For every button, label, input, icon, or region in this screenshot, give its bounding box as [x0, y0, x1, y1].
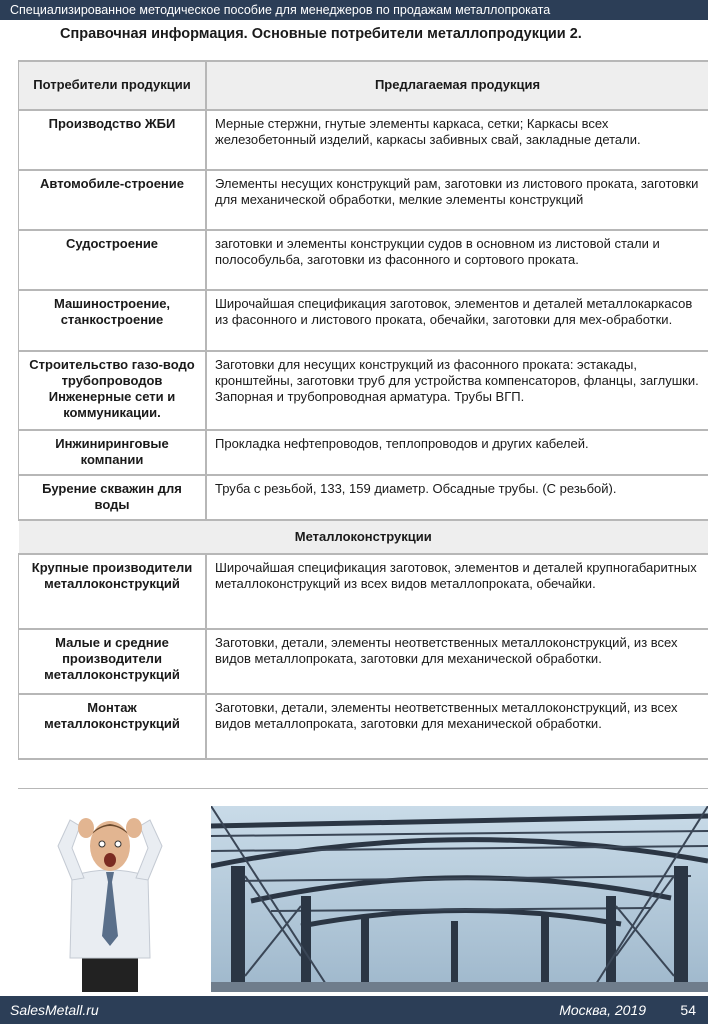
- consumer-cell: Машиностроение, станкостроение: [19, 290, 207, 351]
- table-row: [19, 170, 708, 230]
- consumer-cell: Крупные производители металлоконструкций: [19, 554, 207, 629]
- consumer-cell: Инжиниринговые компании: [19, 430, 207, 475]
- footer-city-year: Москва, 2019: [559, 1002, 646, 1018]
- consumers-table-wrap: [18, 60, 708, 760]
- table-row: [19, 629, 708, 694]
- products-cell: Заготовки, детали, элементы неответственных металлоконструкций, из всех видов металлопроката, заготовки для механической обработки.: [206, 694, 708, 759]
- table-row: [19, 430, 708, 475]
- consumer-cell: Производство ЖБИ: [19, 110, 207, 170]
- products-cell: Заготовки для несущих конструкций из фасонного проката: эстакады, кронштейны, заготовки труб для устройства компенсаторов, фланцы, заглушки. Запорная и трубопроводная арматура. Трубы ВГП.: [206, 351, 708, 430]
- table-row: [19, 110, 708, 170]
- section-row: [19, 520, 708, 554]
- footer-bar: [0, 996, 708, 1024]
- table-row: [19, 475, 708, 520]
- page-number: 54: [680, 1002, 696, 1018]
- consumer-cell: Строительство газо-водо трубопроводов Инженерные сети и коммуникации.: [19, 351, 207, 430]
- consumer-cell: Автомобиле-строение: [19, 170, 207, 230]
- table-header-row: [19, 61, 708, 110]
- table-row: [19, 290, 708, 351]
- mouth: [104, 853, 116, 867]
- floor: [211, 982, 708, 992]
- products-cell: Широчайшая спецификация заготовок, элементов и деталей крупногабаритных металлоконструкций из всех видов металлопроката, обечайки.: [206, 554, 708, 629]
- consumers-table: [18, 60, 708, 760]
- left-hand: [78, 818, 94, 838]
- column-header-products: Предлагаемая продукция: [206, 61, 708, 110]
- table-row: [19, 554, 708, 629]
- steel-frame-photo: [211, 806, 708, 992]
- top-banner: Специализированное методическое пособие для менеджеров по продажам металлопроката: [0, 0, 708, 20]
- consumer-cell: Судостроение: [19, 230, 207, 290]
- right-hand: [126, 818, 142, 838]
- shocked-man-illustration: [50, 806, 170, 992]
- left-eye: [99, 841, 105, 847]
- products-cell: Мерные стержни, гнутые элементы каркаса, сетки; Каркасы всех железобетонный изделий, каркасы забивных свай, закладные детали.: [206, 110, 708, 170]
- products-cell: Элементы несущих конструкций рам, заготовки из листового проката, заготовки для механической обработки, мелкие элементы конструкций: [206, 170, 708, 230]
- table-body-metal-structures: [19, 554, 708, 759]
- table-body-consumers: [19, 110, 708, 520]
- page-title: Справочная информация. Основные потребители металлопродукции 2.: [60, 26, 582, 42]
- table-row: [19, 230, 708, 290]
- products-cell: Широчайшая спецификация заготовок, элементов и деталей металлокаркасов из фасонного и листового проката, обечайки, заготовки для мех-обработки.: [206, 290, 708, 351]
- trousers: [82, 956, 138, 992]
- divider: [18, 788, 708, 789]
- products-cell: заготовки и элементы конструкции судов в основном из листовой стали и полособульба, заготовки из фасонного и сортового проката.: [206, 230, 708, 290]
- column-header-consumers: Потребители продукции: [19, 61, 207, 110]
- consumer-cell: Монтаж металлоконструкций: [19, 694, 207, 759]
- products-cell: Прокладка нефтепроводов, теплопроводов и других кабелей.: [206, 430, 708, 475]
- products-cell: Заготовки, детали, элементы неответственных металлоконструкций, из всех видов металлопроката, заготовки для механической обработки.: [206, 629, 708, 694]
- table-row: [19, 351, 708, 430]
- section-label: Металлоконструкции: [19, 520, 708, 554]
- right-eye: [115, 841, 121, 847]
- footer-site: SalesMetall.ru: [10, 1002, 99, 1018]
- consumer-cell: Малые и средние производители металлоконструкций: [19, 629, 207, 694]
- table-row: [19, 694, 708, 759]
- products-cell: Труба с резьбой, 133, 159 диаметр. Обсадные трубы. (С резьбой).: [206, 475, 708, 520]
- consumer-cell: Бурение скважин для воды: [19, 475, 207, 520]
